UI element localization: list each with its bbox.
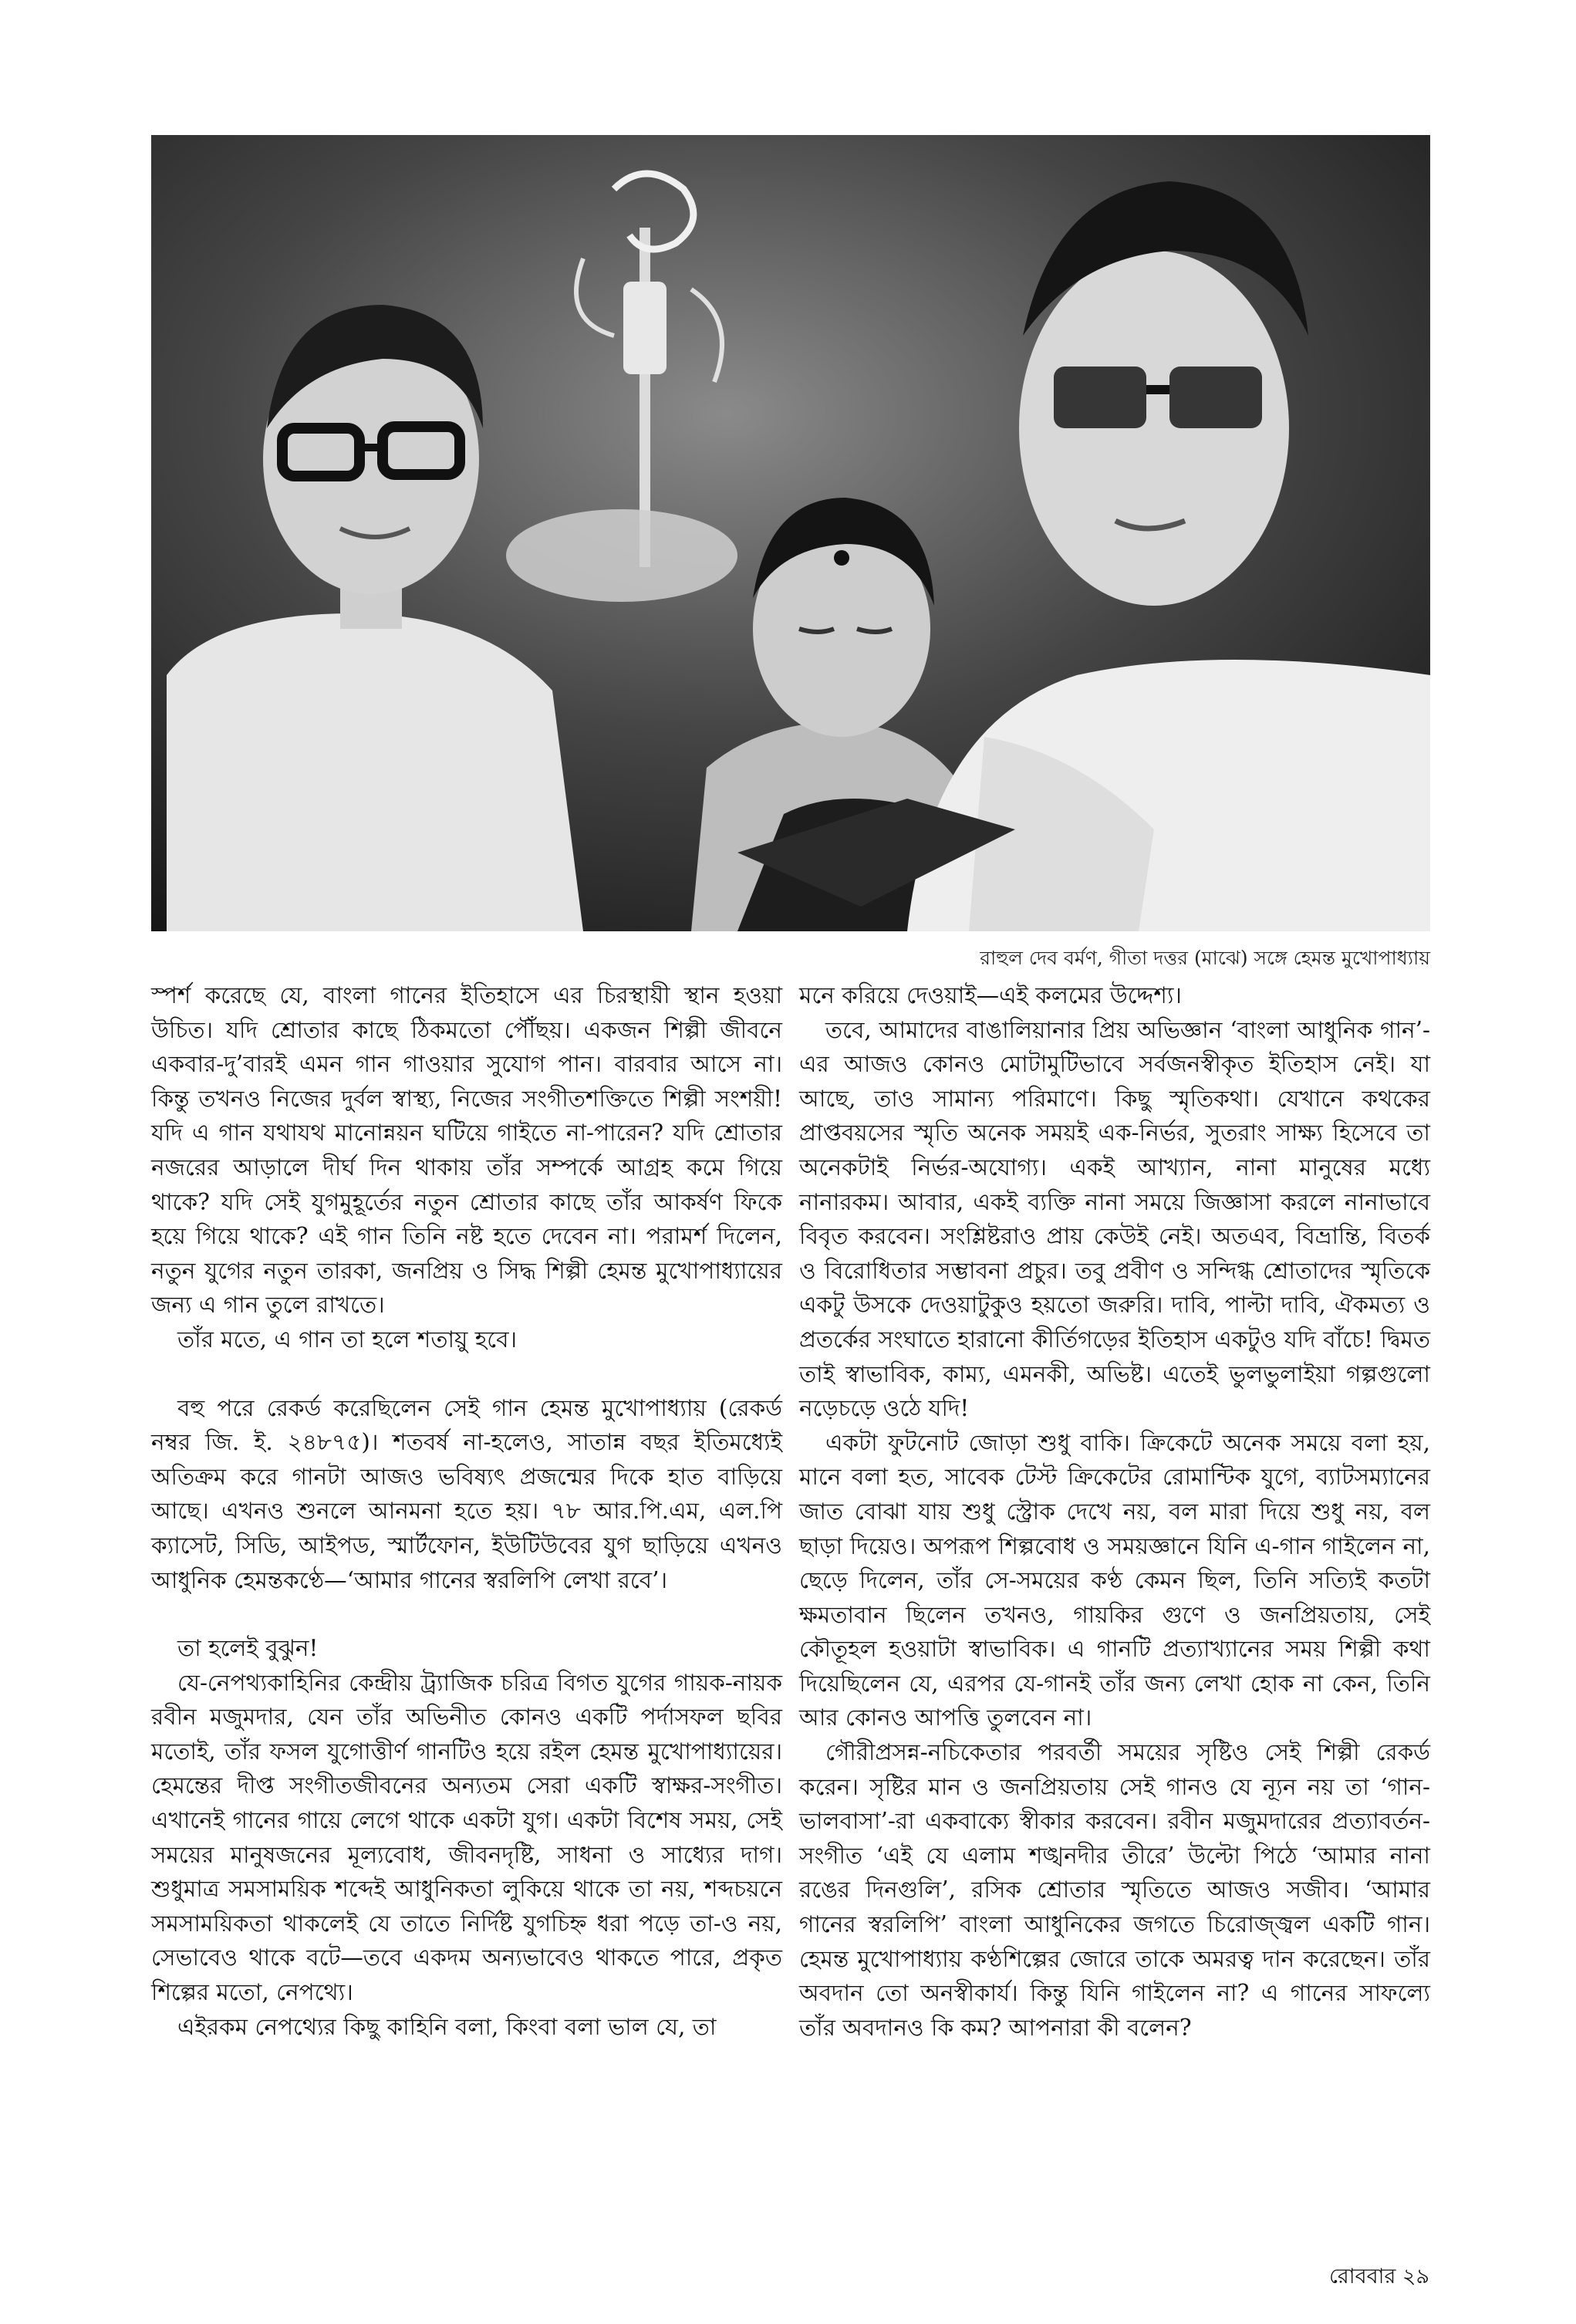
photo-caption: রাহুল দেব বর্মণ, গীতা দত্তর (মাঝে) সঙ্গে হেমন্ত মুখোপাধ্যায় [980,947,1430,969]
recording-session-photo [151,135,1430,931]
paragraph: গৌরীপ্রসন্ন-নচিকেতার পরবর্তী সময়ের সৃষ্টিও সেই শিল্পী রেকর্ড করেন। সৃষ্টির মান ও জনপ্রিয়তায় সেই গানও যে ন্যূন নয় তা ‘গান-ভালবাসা’-রা একবাক্যে স্বীকার করবেন। রবীন মজুমদারের প্রত্যাবর্তন-সংগীত ‘এই যে এলাম শঙ্খনদীর তীরে’ উল্টো পিঠে ‘আমার নানা রঙের দিনগুলি’, রসিক শ্রোতার স্মৃতিতে আজও সজীব। ‘আমার গানের স্বরলিপি’ বাংলা আধুনিকের জগতে চিরোজ্জ্বল একটি গান। হেমন্ত মুখোপাধ্যায় কণ্ঠশিল্পের জোরে তাকে অমরত্ব দান করেছেন। তাঁর অবদান তো অনস্বীকার্য। কিন্তু যিনি গাইলেন না? এ গানের সাফল্যে তাঁর অবদানও কি কম? আপনারা কী বলেন? [799,1739,1430,2041]
photo-illustration [151,135,1430,931]
article-column-left [151,978,782,2044]
paragraph: বহু পরে রেকর্ড করেছিলেন সেই গান হেমন্ত মুখোপাধ্যায় (রেকর্ড নম্বর জি. ই. ২৪৮৭৫)। শতবর্ষ না-হলেও, সাতান্ন বছর ইতিমধ্যেই অতিক্রম করে গানটা আজও ভবিষ্যৎ প্রজন্মের দিকে হাত বাড়িয়ে আছে। এখনও শুনলে আনমনা হতে হয়। ৭৮ আর.পি.এম, এল.পি ক্যাসেট, সিডি, আইপড, স্মার্টফোন, ইউটিউবের যুগ ছাড়িয়ে এখনও আধুনিক হেমন্তকণ্ঠে—‘আমার গানের স্বরলিপি লেখা রবে’। [151,1394,782,1593]
article-column-right [799,978,1430,2045]
paragraph: স্পর্শ করেছে যে, বাংলা গানের ইতিহাসে এর চিরস্থায়ী স্থান হওয়া উচিত। যদি শ্রোতার কাছে ঠিকমতো পৌঁছয়। একজন শিল্পী জীবনে একবার-দু’বারই এমন গান গাওয়ার সুযোগ পান। বারবার আসে না। কিন্তু তখনও নিজের দুর্বল স্বাস্থ্য, নিজের সংগীতশক্তিতে শিল্পী সংশয়ী! যদি এ গান যথাযথ মানোন্নয়ন ঘটিয়ে গাইতে না-পারেন? যদি শ্রোতার নজরের আড়ালে দীর্ঘ দিন থাকায় তাঁর সম্পর্কে আগ্রহ কমে গিয়ে থাকে? যদি সেই যুগমুহূর্তের নতুন শ্রোতার কাছে তাঁর আকর্ষণ ফিকে হয়ে গিয়ে থাকে? এই গান তিনি নষ্ট হতে দেবেন না। পরামর্শ দিলেন, নতুন যুগের নতুন তারকা, জনপ্রিয় ও সিদ্ধ শিল্পী হেমন্ত মুখোপাধ্যায়ের জন্য এ গান তুলে রাখতে। [151,982,782,1319]
paragraph: যে-নেপথ্যকাহিনির কেন্দ্রীয় ট্র্যাজিক চরিত্র বিগত যুগের গায়ক-নায়ক রবীন মজুমদার, যেন তাঁর অভিনীত কোনও একটি পর্দাসফল ছবির মতোই, তাঁর ফসল যুগোত্তীর্ণ গানটিও হয়ে রইল হেমন্ত মুখোপাধ্যায়ের। হেমন্তের দীপ্ত সংগীতজীবনের অন্যতম সেরা একটি স্বাক্ষর-সংগীত। এখানেই গানের গায়ে লেগে থাকে একটা যুগ। একটা বিশেষ সময়, সেই সময়ের মানুষজনের মূল্যবোধ, জীবনদৃষ্টি, সাধনা ও সাধ্যের দাগ। শুধুমাত্র সমসাময়িক শব্দেই আধুনিকতা লুকিয়ে থাকে তা নয়, শব্দচয়নে সমসাময়িকতা থাকলেই যে তাতে নির্দিষ্ট যুগচিহ্ন ধরা পড়ে তা-ও নয়, সেভাবেও থাকে বটে—তবে একদম অন্যভাবেও থাকতে পারে, প্রকৃত শিল্পের মতো, নেপথ্যে। [151,1669,782,2006]
paragraph: তবে, আমাদের বাঙালিয়ানার প্রিয় অভিজ্ঞান ‘বাংলা আধুনিক গান’-এর আজও কোনও মোটামুটিভাবে সর্বজনস্বীকৃত ইতিহাস নেই। যা আছে, তাও সামান্য পরিমাণে। কিছু স্মৃতিকথা। যেখানে কথকের প্রাপ্তবয়সের স্মৃতি অনেক সময়ই এক-নির্ভর, সুতরাং সাক্ষ্য হিসেবে তা অনেকটাই নির্ভর-অযোগ্য। একই আখ্যান, নানা মানুষের মধ্যে নানারকম। আবার, একই ব্যক্তি নানা সময়ে জিজ্ঞাসা করলে নানাভাবে বিবৃত করবেন। সংশ্লিষ্টরাও প্রায় কেউই নেই। অতএব, বিভ্রান্তি, বিতর্ক ও বিরোধিতার সম্ভাবনা প্রচুর। তবু প্রবীণ ও সন্দিগ্ধ শ্রোতাদের স্মৃতিকে একটু উসকে দেওয়াটুকুও হয়তো জরুরি। দাবি, পাল্টা দাবি, ঐকমত্য ও প্রতর্কের সংঘাতে হারানো কীর্তিগড়ের ইতিহাস একটুও যদি বাঁচে! দ্বিমত তাই স্বাভাবিক, কাম্য, এমনকী, অভিষ্ট। এতেই ভুলভুলাইয়া গল্পগুলো নড়েচড়ে ওঠে যদি! [799,1016,1430,1422]
paragraph: তা হলেই বুঝুন! [177,1635,319,1662]
page-footer: রোববার ২৯ [1328,2265,1429,2289]
paragraph: এইরকম নেপথ্যের কিছু কাহিনি বলা, কিংবা বলা ভাল যে, তা [177,2013,717,2040]
paragraph: তাঁর মতে, এ গান তা হলে শতায়ু হবে। [177,1326,518,1353]
paragraph: মনে করিয়ে দেওয়াই—এই কলমের উদ্দেশ্য। [799,982,1182,1008]
paragraph: একটা ফুটনোট জোড়া শুধু বাকি। ক্রিকেটে অনেক সময়ে বলা হয়, মানে বলা হত, সাবেক টেস্ট ক্রিকেটের রোমান্টিক যুগে, ব্যাটসম্যানের জাত বোঝা যায় শুধু স্ট্রোক দেখে নয়, বল মারা দিয়ে শুধু নয়, বল ছাড়া দিয়েও। অপরূপ শিল্পবোধ ও সময়জ্ঞানে যিনি এ-গান গাইলেন না, ছেড়ে দিলেন, তাঁর সে-সময়ের কণ্ঠ কেমন ছিল, তিনি সত্যিই কতটা ক্ষমতাবান ছিলেন তখনও, গায়কির গুণে ও জনপ্রিয়তায়, সেই কৌতূহল হওয়াটা স্বাভাবিক। এ গানটি প্রত্যাখ্যানের সময় শিল্পী কথা দিয়েছিলেন যে, এরপর যে-গানই তাঁর জন্য লেখা হোক না কেন, তিনি আর কোনও আপত্তি তুলবেন না। [799,1429,1430,1731]
